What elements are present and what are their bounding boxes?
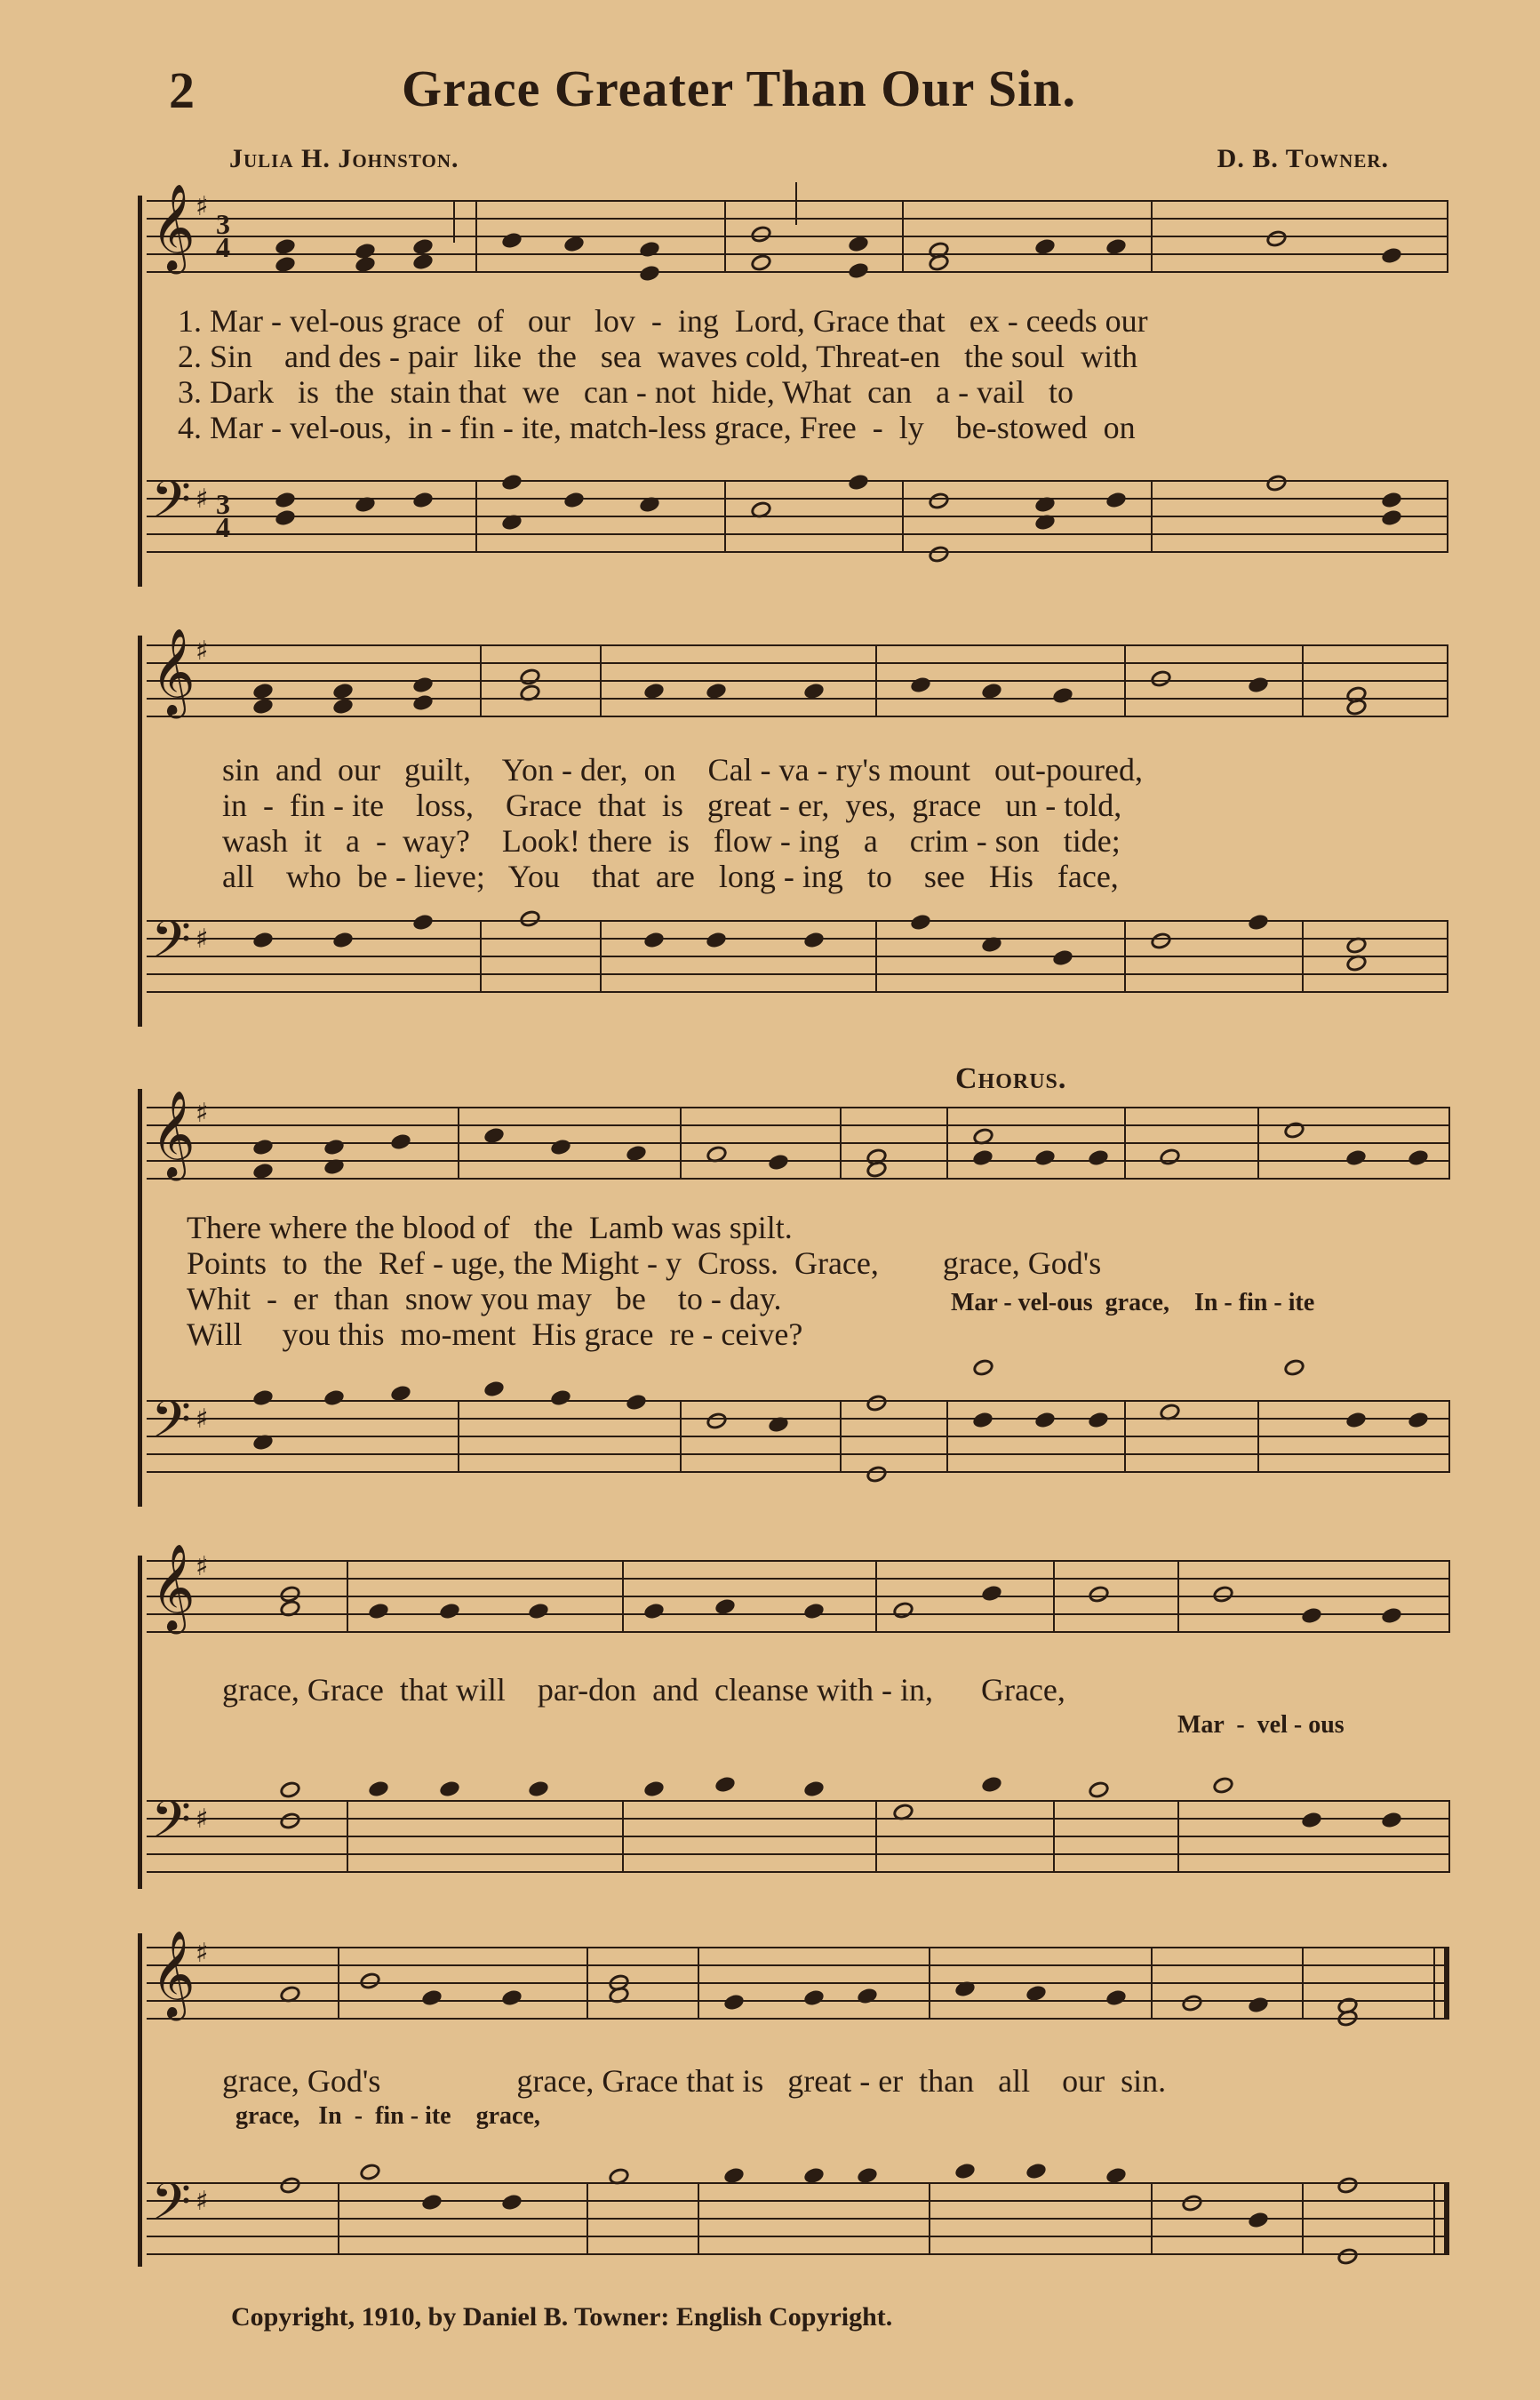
- time-signature: 3 4: [216, 488, 230, 543]
- treble-staff: [147, 1543, 1448, 1631]
- lyricist-credit: Julia H. Johnston.: [229, 144, 459, 173]
- sharp-icon: ♯: [195, 1804, 209, 1835]
- copyright-notice: Copyright, 1910, by Daniel B. Towner: English Copyright.: [231, 2302, 893, 2332]
- lyric-verse-4: all who be - lieve; You that are long - ing to see His face,: [222, 859, 1119, 894]
- lyric-alto-tenor: Mar - vel-ous grace, In - fin - ite: [951, 1289, 1315, 1316]
- treble-clef-icon: 𝄞: [151, 628, 195, 715]
- bass-staff: [147, 2172, 1448, 2253]
- sharp-icon: ♯: [195, 924, 209, 955]
- system-brace: [138, 196, 142, 587]
- treble-staff: [147, 183, 1448, 271]
- bass-clef-icon: 𝄢: [151, 2172, 192, 2244]
- system-brace: [138, 1933, 142, 2267]
- chorus-label: Chorus.: [955, 1062, 1067, 1095]
- treble-clef-icon: 𝄞: [151, 1543, 195, 1630]
- treble-clef-icon: 𝄞: [151, 1930, 195, 2017]
- music-system-2: [138, 627, 1453, 1027]
- sharp-icon: ♯: [195, 636, 209, 667]
- treble-clef-icon: 𝄞: [151, 183, 195, 270]
- bass-staff: [147, 1389, 1448, 1471]
- sharp-icon: ♯: [195, 1551, 209, 1582]
- time-signature: 3 4: [216, 208, 230, 263]
- treble-clef-icon: 𝄞: [151, 1090, 195, 1177]
- music-system-3: [138, 1062, 1453, 1507]
- lyric-chorus-line: grace, Grace that will par-don and cleanse with - in, Grace,: [222, 1672, 1065, 1708]
- page-number: 2: [169, 61, 195, 119]
- treble-staff: [147, 628, 1448, 716]
- treble-staff: [147, 1090, 1448, 1178]
- lyric-verse-2: Points to the Ref - uge, the Might - y Cross. Grace, grace, God's: [187, 1245, 1102, 1281]
- system-brace: [138, 1089, 142, 1507]
- composer-credit: D. B. Towner.: [1217, 144, 1389, 173]
- treble-staff: [147, 1930, 1448, 2018]
- sharp-icon: ♯: [195, 1404, 209, 1435]
- lyric-chorus-line: grace, God's grace, Grace that is great - er than all our sin.: [222, 2063, 1167, 2099]
- lyric-verse-1: 1. Mar - vel-ous grace of our lov - ing Lord, Grace that ex - ceeds our: [178, 303, 1148, 339]
- bass-clef-icon: 𝄢: [151, 1789, 192, 1862]
- lyric-verse-2: 2. Sin and des - pair like the sea waves cold, Threat-en the soul with: [178, 339, 1138, 374]
- music-system-5: [138, 1929, 1453, 2267]
- lyric-verse-4: 4. Mar - vel-ous, in - fin - ite, match-less grace, Free - ly be-stowed on: [178, 410, 1136, 445]
- bass-clef-icon: 𝄢: [151, 469, 192, 542]
- hymn-title: Grace Greater Than Our Sin.: [402, 60, 1076, 117]
- lyric-verse-2: in - fin - ite loss, Grace that is great - er, yes, grace un - told,: [222, 788, 1122, 823]
- lyric-alto-tenor: grace, In - fin - ite grace,: [235, 2102, 540, 2130]
- bass-clef-icon: 𝄢: [151, 909, 192, 982]
- sharp-icon: ♯: [195, 1938, 209, 1969]
- sharp-icon: ♯: [195, 2186, 209, 2217]
- lyric-verse-3: Whit - er than snow you may be to - day.: [187, 1281, 782, 1316]
- music-system-1: [138, 183, 1453, 587]
- music-system-4: [138, 1543, 1453, 1889]
- lyric-verse-3: 3. Dark is the stain that we can - not hide, What can a - vail to: [178, 374, 1074, 410]
- sharp-icon: ♯: [195, 1098, 209, 1129]
- bass-staff: [147, 1789, 1448, 1871]
- bass-staff: [147, 909, 1448, 991]
- system-brace: [138, 1556, 142, 1889]
- lyric-verse-4: Will you this mo-ment His grace re - ceive?: [187, 1316, 803, 1352]
- lyric-alto-tenor: Mar - vel - ous: [1177, 1711, 1345, 1739]
- sharp-icon: ♯: [195, 191, 209, 222]
- sharp-icon: ♯: [195, 484, 209, 515]
- lyric-verse-3: wash it a - way? Look! there is flow - ing a crim - son tide;: [222, 823, 1121, 859]
- lyric-verse-1: sin and our guilt, Yon - der, on Cal - va - ry's mount out-poured,: [222, 752, 1143, 788]
- bass-staff: [147, 469, 1448, 551]
- lyric-verse-1: There where the blood of the Lamb was spilt.: [187, 1210, 793, 1245]
- bass-clef-icon: 𝄢: [151, 1389, 192, 1462]
- system-brace: [138, 636, 142, 1027]
